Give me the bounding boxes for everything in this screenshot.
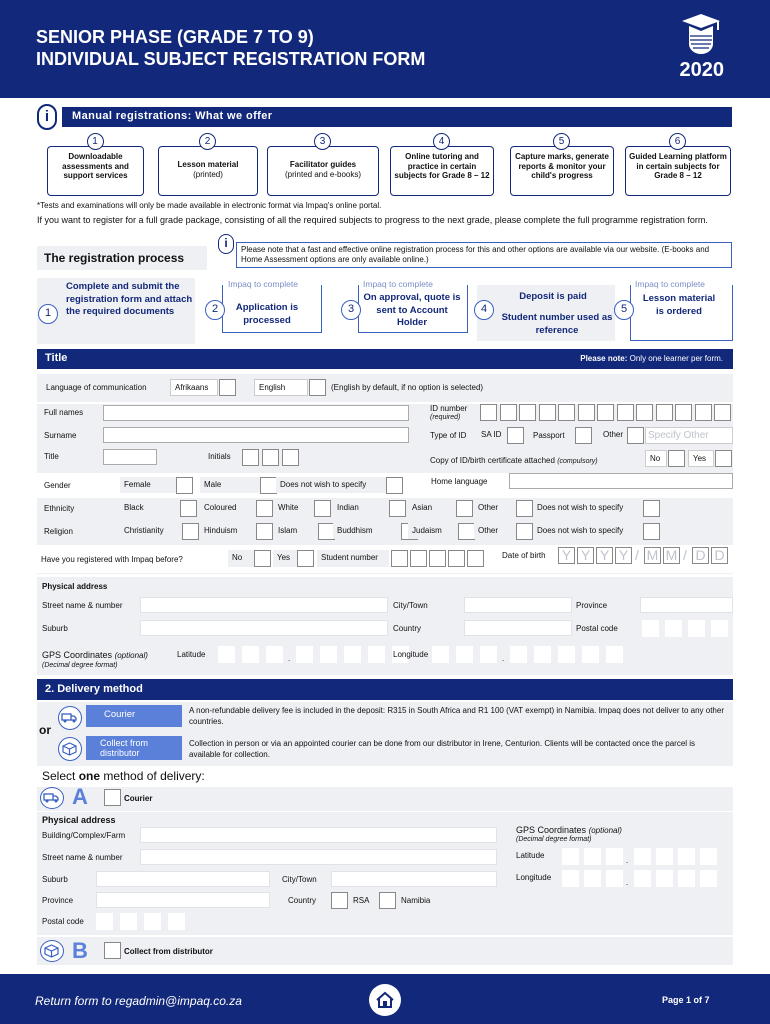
offer-item-4: [390, 146, 494, 196]
longitude-label: Longitude: [393, 650, 429, 659]
delivery-province-input[interactable]: [96, 892, 270, 908]
city-input[interactable]: [464, 597, 572, 613]
info-icon: i: [37, 104, 57, 130]
ethnicity-checkbox[interactable]: [643, 500, 660, 517]
offer-item-text: Capture marks, generate reports & monitor your child's progress: [515, 152, 609, 180]
said-checkbox[interactable]: [507, 427, 524, 444]
graduation-cap-logo-icon: [680, 12, 722, 56]
dob-separator: /: [635, 547, 639, 563]
gender-checkbox[interactable]: [386, 477, 403, 494]
delivery-longitude-box[interactable]: [562, 870, 579, 887]
delivery-latitude-box[interactable]: [700, 848, 717, 865]
full-grade-note: If you want to register for a full grade package, consisting of all the required subjects to progress to the next grade, please complete the full programme registration form.: [37, 215, 708, 225]
religion-option: Christianity: [120, 523, 182, 539]
truck-icon: [58, 706, 82, 730]
title-input[interactable]: [103, 449, 157, 465]
ethnicity-checkbox[interactable]: [314, 500, 331, 517]
longitude-box[interactable]: [432, 646, 449, 663]
other-id-checkbox[interactable]: [627, 427, 644, 444]
offer-item-sub: (printed): [193, 169, 223, 179]
longitude-box[interactable]: [510, 646, 527, 663]
offer-item-5: [510, 146, 614, 196]
return-email[interactable]: Return form to regadmin@impaq.co.za: [35, 994, 242, 1008]
gender-checkbox[interactable]: [176, 477, 193, 494]
initials-label: Initials: [208, 452, 231, 461]
delivery-gps-label: GPS Coordinates (optional): [516, 825, 622, 835]
offer-item-text: Guided Learning platform in certain subjects for Grade 8 – 12: [629, 152, 727, 180]
id-digit-box[interactable]: [558, 404, 575, 421]
offer-item-text: Facilitator guides: [289, 160, 357, 169]
offer-item-text: Lesson material: [177, 160, 239, 169]
id-digit-box[interactable]: [636, 404, 653, 421]
delivery-postal-box[interactable]: [144, 913, 161, 930]
initial-box-1[interactable]: [242, 449, 259, 466]
footer: [0, 974, 770, 1024]
religion-option: Buddhism: [333, 523, 401, 539]
religion-label: Religion: [44, 527, 73, 536]
decimal-dot: .: [288, 654, 291, 663]
offer-item-sub: (printed and e-books): [284, 169, 362, 179]
step-4-text-a: Deposit is paid: [519, 291, 587, 302]
postal-code-box[interactable]: [688, 620, 705, 637]
offer-item-number: 2: [199, 133, 216, 150]
latitude-box[interactable]: [242, 646, 259, 663]
option-b-package-icon: [40, 940, 64, 962]
passport-checkbox[interactable]: [575, 427, 592, 444]
select-method-label: Select one method of delivery:: [42, 769, 205, 783]
collect-tag: Collect from distributor: [86, 736, 182, 760]
home-language-input[interactable]: [509, 473, 733, 489]
longitude-box[interactable]: [456, 646, 473, 663]
student-number-box[interactable]: [429, 550, 446, 567]
id-digit-box[interactable]: [519, 404, 536, 421]
delivery-latitude-box[interactable]: [678, 848, 695, 865]
ethnicity-option: Asian: [408, 500, 456, 516]
option-b-letter: B: [72, 938, 88, 963]
step-2-number: 2: [205, 300, 225, 320]
id-digit-box[interactable]: [480, 404, 497, 421]
delivery-gps-format: (Decimal degree format): [516, 836, 592, 843]
delivery-section-title: 2. Delivery method: [37, 679, 733, 700]
step-3-number: 3: [341, 300, 361, 320]
option-a-letter: A: [72, 784, 88, 809]
option-a-label: Courier: [124, 794, 153, 803]
delivery-suburb-input[interactable]: [96, 871, 270, 887]
ethnicity-option: Does not wish to specify: [533, 500, 643, 516]
student-number-box[interactable]: [391, 550, 408, 567]
step-2-text: Application is processed: [235, 302, 299, 326]
delivery-longitude-box[interactable]: [656, 870, 673, 887]
or-label: or: [39, 723, 51, 737]
type-of-id-label: Type of ID: [430, 431, 467, 440]
impaq-label-3: Impaq to complete: [363, 279, 433, 289]
rsa-label: RSA: [353, 896, 370, 905]
courier-text: A non-refundable delivery fee is included in the deposit: R315 in South Africa and R1 100 (VAT exempt) in Namibia. Impaq does not deliver to any other countries.: [189, 706, 724, 726]
suburb-input[interactable]: [140, 620, 388, 636]
latitude-box[interactable]: [218, 646, 235, 663]
suburb-label: Suburb: [42, 624, 68, 633]
english-option: English: [254, 379, 308, 396]
gps-label: GPS Coordinates (optional): [42, 650, 148, 660]
note-info-icon: i: [218, 234, 234, 254]
offer-item-text: Online tutoring and practice in certain subjects for Grade 8 – 12: [394, 152, 490, 180]
postal-code-box[interactable]: [642, 620, 659, 637]
delivery-latitude-box[interactable]: [562, 848, 579, 865]
dob-box[interactable]: D: [711, 547, 728, 564]
option-a-truck-icon: [40, 787, 64, 809]
delivery-country-label: Country: [288, 896, 317, 905]
offer-item-2: [158, 146, 258, 196]
step-3-text: On approval, quote is sent to Account Holder: [363, 292, 461, 328]
delivery-longitude-box[interactable]: [634, 870, 651, 887]
option-a-checkbox[interactable]: [104, 789, 121, 806]
country-input[interactable]: [464, 620, 572, 636]
physical-address-title: Physical address: [42, 582, 108, 591]
province-label: Province: [576, 601, 608, 610]
offer-title: Manual registrations: What we offer: [62, 107, 732, 127]
step-1-number: 1: [38, 304, 58, 324]
offer-item-number: 6: [669, 133, 686, 150]
delivery-street-input[interactable]: [140, 849, 497, 865]
registered-yes-checkbox[interactable]: [297, 550, 314, 567]
latitude-box[interactable]: [368, 646, 385, 663]
longitude-box[interactable]: [606, 646, 623, 663]
student-number-box[interactable]: [448, 550, 465, 567]
initial-box-3[interactable]: [282, 449, 299, 466]
offer-item-number: 1: [87, 133, 104, 150]
dob-label: Date of birth: [502, 551, 546, 560]
home-language-label: Home language: [431, 477, 488, 486]
religion-checkbox[interactable]: [182, 523, 199, 540]
religion-checkbox[interactable]: [516, 523, 533, 540]
decimal-dot: .: [626, 878, 629, 887]
registered-no-checkbox[interactable]: [254, 550, 271, 567]
registered-yes: Yes: [273, 550, 297, 567]
delivery-street-label: Street name & number: [42, 853, 123, 862]
gender-option: Does not wish to specify: [276, 477, 386, 493]
delivery-latitude-box[interactable]: [584, 848, 601, 865]
delivery-address-title: Physical address: [42, 815, 116, 825]
dob-box[interactable]: M: [663, 547, 680, 564]
copy-id-label: Copy of ID/birth certificate attached (compulsory): [430, 456, 598, 465]
decimal-dot: .: [502, 654, 505, 663]
latitude-box[interactable]: [344, 646, 361, 663]
rsa-checkbox[interactable]: [331, 892, 348, 909]
step-1-text: Complete and submit the registration form and attach the required documents: [66, 281, 193, 317]
delivery-postal-label: Postal code: [42, 917, 84, 926]
ethnicity-option: Black: [120, 500, 180, 516]
learner-section-title: Title Please note: Only one learner per form.: [37, 349, 733, 369]
id-required-label: (required): [430, 414, 461, 421]
registered-no: No: [228, 550, 254, 567]
namibia-checkbox[interactable]: [379, 892, 396, 909]
country-label: Country: [393, 624, 422, 633]
specify-other-input[interactable]: Specify Other: [645, 427, 733, 444]
id-digit-box[interactable]: [714, 404, 731, 421]
longitude-box[interactable]: [480, 646, 497, 663]
copy-yes-option: Yes: [688, 450, 714, 467]
delivery-latitude-label: Latitude: [516, 851, 545, 860]
dob-box[interactable]: Y: [577, 547, 594, 564]
longitude-box[interactable]: [558, 646, 575, 663]
street-input[interactable]: [140, 597, 388, 613]
offer-footnote: *Tests and examinations will only be made available in electronic format via Impaq's online portal.: [37, 201, 382, 210]
initial-box-2[interactable]: [262, 449, 279, 466]
afrikaans-option: Afrikaans: [170, 379, 218, 396]
id-digit-box[interactable]: [675, 404, 692, 421]
religion-option: Other: [474, 523, 516, 539]
gender-label: Gender: [44, 481, 71, 490]
latitude-box[interactable]: [296, 646, 313, 663]
offer-item-number: 4: [433, 133, 450, 150]
postal-code-box[interactable]: [711, 620, 728, 637]
delivery-latitude-box[interactable]: [656, 848, 673, 865]
latitude-box[interactable]: [320, 646, 337, 663]
process-title: The registration process: [37, 246, 207, 270]
full-names-label: Full names: [44, 408, 84, 417]
postal-code-box[interactable]: [665, 620, 682, 637]
year-label: 2020: [679, 59, 724, 81]
form-title: SENIOR PHASE (GRADE 7 TO 9) INDIVIDUAL SUBJECT REGISTRATION FORM: [36, 27, 426, 69]
building-input[interactable]: [140, 827, 497, 843]
delivery-longitude-box[interactable]: [606, 870, 623, 887]
surname-label: Surname: [44, 431, 77, 440]
longitude-box[interactable]: [582, 646, 599, 663]
dob-box[interactable]: Y: [558, 547, 575, 564]
dob-box[interactable]: Y: [596, 547, 613, 564]
ethnicity-checkbox[interactable]: [180, 500, 197, 517]
step-4-text-b: Student number used as reference: [501, 312, 613, 336]
ethnicity-checkbox[interactable]: [516, 500, 533, 517]
option-b-checkbox[interactable]: [104, 942, 121, 959]
home-icon: [369, 984, 401, 1016]
id-digit-box[interactable]: [656, 404, 673, 421]
ethnicity-option: Coloured: [200, 500, 256, 516]
religion-option: Islam: [274, 523, 318, 539]
copy-no-checkbox[interactable]: [668, 450, 685, 467]
longitude-box[interactable]: [534, 646, 551, 663]
building-label: Building/Complex/Farm: [42, 831, 126, 840]
other-id-label: Other: [603, 430, 624, 439]
delivery-longitude-box[interactable]: [678, 870, 695, 887]
offer-item-text: Downloadable assessments and support services: [62, 152, 129, 180]
delivery-latitude-box[interactable]: [634, 848, 651, 865]
gps-format: (Decimal degree format): [42, 662, 118, 669]
id-digit-box[interactable]: [695, 404, 712, 421]
offer-item-3: [267, 146, 379, 196]
delivery-city-input[interactable]: [331, 871, 497, 887]
namibia-label: Namibia: [401, 896, 431, 905]
offer-item-number: 3: [314, 133, 331, 150]
latitude-label: Latitude: [177, 650, 206, 659]
religion-option: Judaism: [408, 523, 458, 539]
ethnicity-checkbox[interactable]: [389, 500, 406, 517]
delivery-postal-box[interactable]: [120, 913, 137, 930]
decimal-dot: .: [626, 856, 629, 865]
delivery-city-label: City/Town: [282, 875, 317, 884]
impaq-label-2: Impaq to complete: [228, 279, 298, 289]
latitude-box[interactable]: [266, 646, 283, 663]
header-banner: [0, 0, 770, 98]
id-digit-box[interactable]: [539, 404, 556, 421]
registered-question: Have you registered with Impaq before?: [41, 555, 183, 564]
copy-no-option: No: [645, 450, 667, 467]
religion-checkbox[interactable]: [458, 523, 475, 540]
dob-box[interactable]: Y: [615, 547, 632, 564]
gender-option: Male: [200, 477, 260, 493]
step-5-text: Lesson material is ordered: [642, 293, 716, 317]
dob-separator: /: [683, 547, 687, 563]
offer-item-number: 5: [553, 133, 570, 150]
religion-option: Hinduism: [200, 523, 256, 539]
ethnicity-label: Ethnicity: [44, 504, 75, 513]
copy-yes-checkbox[interactable]: [715, 450, 732, 467]
language-default-note: (English by default, if no option is selected): [331, 383, 484, 392]
street-label: Street name & number: [42, 601, 123, 610]
impaq-label-5: Impaq to complete: [635, 279, 705, 289]
religion-checkbox[interactable]: [256, 523, 273, 540]
page-number: Page 1 of 7: [662, 995, 710, 1005]
religion-checkbox[interactable]: [643, 523, 660, 540]
delivery-suburb-label: Suburb: [42, 875, 68, 884]
offer-item-6: [625, 146, 731, 196]
ethnicity-checkbox[interactable]: [456, 500, 473, 517]
ethnicity-checkbox[interactable]: [256, 500, 273, 517]
ethnicity-option: Indian: [333, 500, 389, 516]
collect-text: Collection in person or via an appointed courier can be done from our distributor in Irene, Centurion. Clients will be contacted once the parcel is available for collection.: [189, 739, 696, 759]
delivery-postal-box[interactable]: [96, 913, 113, 930]
language-label: Language of communication: [46, 383, 147, 392]
online-note: Please note that a fast and effective online registration process for this and other options are available via our website. (E-books and Home Assessment options are only available online.): [236, 242, 732, 268]
delivery-latitude-box[interactable]: [606, 848, 623, 865]
step-5-number: 5: [614, 300, 634, 320]
id-digit-box[interactable]: [578, 404, 595, 421]
package-icon: [58, 737, 82, 761]
gender-checkbox[interactable]: [260, 477, 277, 494]
passport-label: Passport: [533, 431, 565, 440]
offer-item-1: [47, 146, 144, 196]
dob-box[interactable]: D: [692, 547, 709, 564]
id-digit-box[interactable]: [617, 404, 634, 421]
delivery-postal-box[interactable]: [168, 913, 185, 930]
ethnicity-option: Other: [474, 500, 516, 516]
step-4-number: 4: [474, 300, 494, 320]
id-digit-box[interactable]: [500, 404, 517, 421]
courier-tag: Courier: [86, 705, 182, 727]
id-digit-box[interactable]: [597, 404, 614, 421]
afrikaans-checkbox[interactable]: [219, 379, 236, 396]
city-label: City/Town: [393, 601, 428, 610]
full-names-input[interactable]: [103, 405, 409, 421]
option-b-label: Collect from distributor: [124, 947, 213, 956]
delivery-longitude-label: Longitude: [516, 873, 552, 882]
postal-label: Postal code: [576, 624, 618, 633]
ethnicity-option: White: [274, 500, 314, 516]
gender-option: Female: [120, 477, 176, 493]
dob-box[interactable]: M: [644, 547, 661, 564]
said-label: SA ID: [481, 430, 502, 439]
english-checkbox[interactable]: [309, 379, 326, 396]
id-number-label: ID number: [430, 404, 468, 413]
province-input[interactable]: [640, 597, 733, 613]
surname-input[interactable]: [103, 427, 409, 443]
student-number-box[interactable]: [467, 550, 484, 567]
student-number-box[interactable]: [410, 550, 427, 567]
student-number-label: Student number: [317, 550, 389, 567]
learner-note: Please note: Only one learner per form.: [580, 354, 723, 363]
title-label: Title: [44, 452, 59, 461]
delivery-longitude-box[interactable]: [700, 870, 717, 887]
delivery-longitude-box[interactable]: [584, 870, 601, 887]
religion-option: Does not wish to specify: [533, 523, 643, 539]
delivery-province-label: Province: [42, 896, 74, 905]
